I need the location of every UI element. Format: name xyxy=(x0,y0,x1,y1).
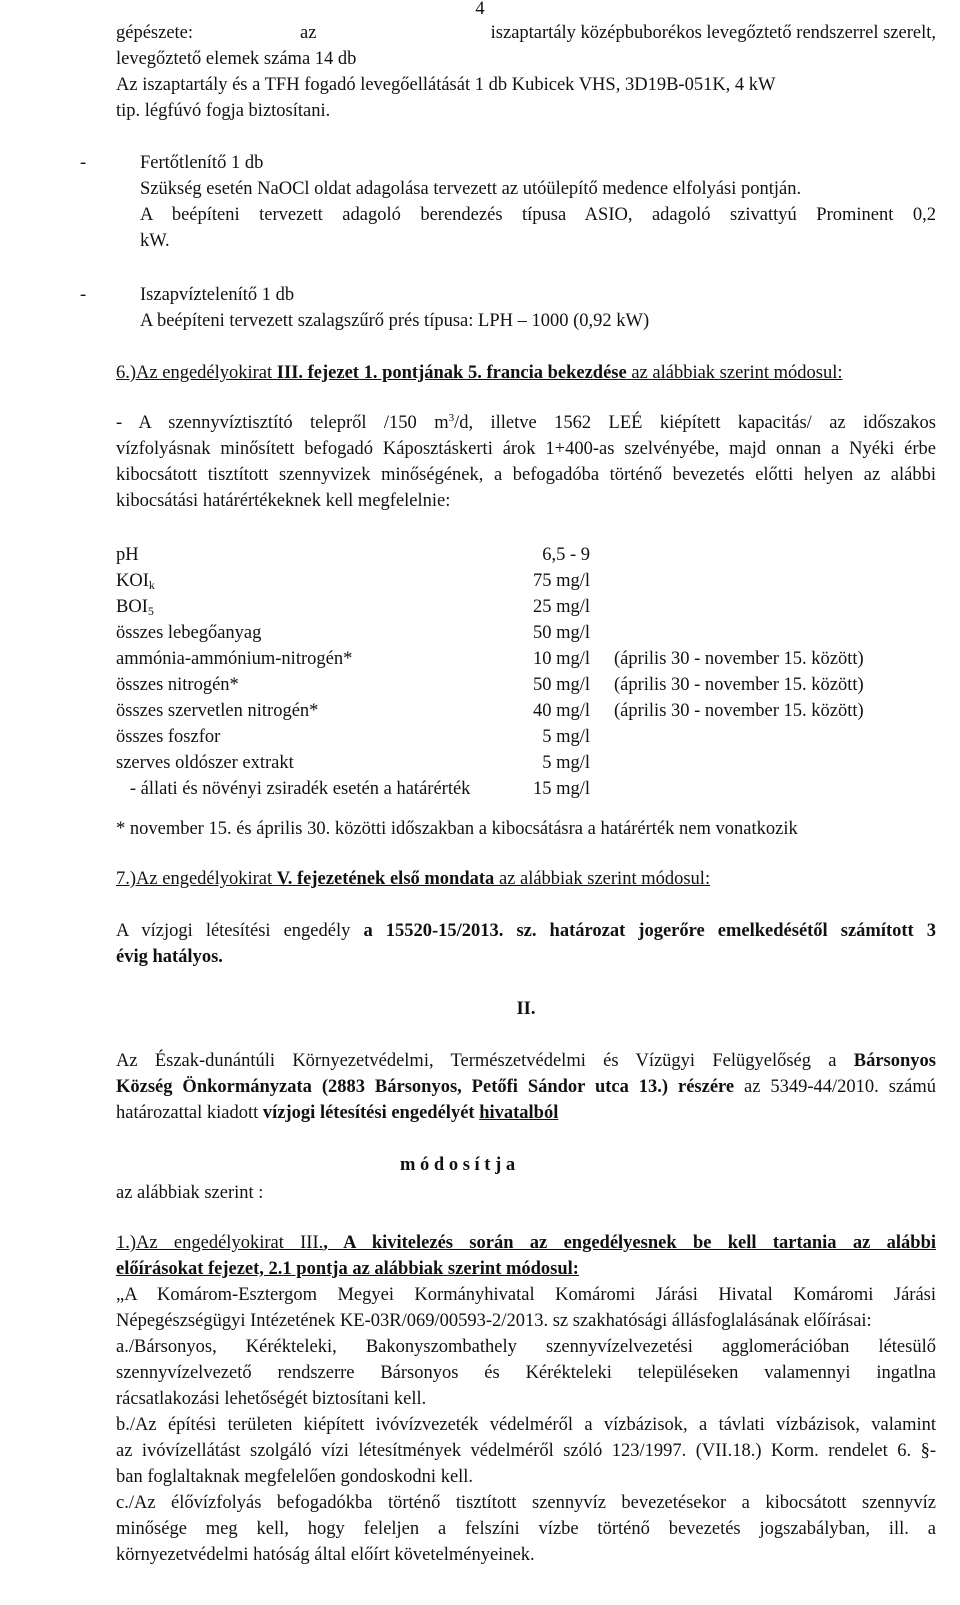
modositja-heading: m ó d o s í t j a xyxy=(400,1155,516,1175)
point-a-line-2: szennyvízelvezető rendszerre Bársonyos és Kérékteleki településeken valamennyi ingatlna xyxy=(116,1363,936,1383)
az-alabbiak-szerint: az alábbiak szerint : xyxy=(116,1183,264,1203)
table-row: - állati és növényi zsiradék esetén a határérték 15 mg/l xyxy=(116,779,590,799)
page-number: 4 xyxy=(475,0,485,19)
table-row: $KOI_k$ 75 mg/l xyxy=(116,571,590,592)
table-row: összes szervetlen nitrogén* 40 mg/l (április 30 - november 15. között) xyxy=(116,701,864,721)
iszapviztelenito-line-1: A beépíteni tervezett szalagszűrő prés típusa: LPH – 1000 (0,92 kW) xyxy=(140,311,650,331)
fertotlenito-title: Fertőtlenítő 1 db xyxy=(140,153,264,173)
list-dash: - xyxy=(80,285,87,305)
point-b-line-1: b./Az építési területen kiépített ivóvízvezeték védelméről a vízbázisok, a távlati vízbázisok, valamint xyxy=(116,1415,936,1435)
table-row: pH 6,5 - 9 xyxy=(116,545,590,565)
point-c-line-1: c./Az élővízfolyás befogadókba történő tisztított szennyvíz bevezetésekor a kibocsátott szennyvíz xyxy=(116,1493,936,1513)
quote-line-2: Népegészségügyi Intézetének KE-03R/069/00593-2/2013. sz szakhatósági állásfoglalásának előírásai: xyxy=(116,1311,872,1331)
table-row: összes nitrogén* 50 mg/l (április 30 - november 15. között) xyxy=(116,675,864,695)
quote-line-1: „A Komárom-Esztergom Megyei Kormányhivatal Komáromi Járási Hivatal Komáromi Járási xyxy=(116,1285,936,1305)
point-c-line-3: környezetvédelmi hatóság által előírt követelményeinek. xyxy=(116,1545,535,1565)
table-row: összes lebegőanyag 50 mg/l xyxy=(116,623,590,643)
table-row: összes foszfor 5 mg/l xyxy=(116,727,590,747)
fertotlenito-line-3: kW. xyxy=(140,231,170,251)
section-6-para-line-2: vízfolyásnak minősített befogadó Káposztáskerti árok 1+400-as szelvényébe, majd onnan a Nyéki érbe xyxy=(116,439,936,459)
section-7-para-line-2: évig hatályos. xyxy=(116,947,223,967)
list-dash: - xyxy=(80,153,87,173)
part-2-para-line-3: határozattal kiadott vízjogi létesítési engedélyét hivatalból xyxy=(116,1103,559,1123)
part-2-para-line-1: Az Észak-dunántúli Környezetvédelmi, Természetvédelmi és Vízügyi Felügyelőség a Bársonyos xyxy=(116,1051,936,1071)
point-c-line-2: minősége meg kell, hogy feleljen a felszíni vízbe történő bevezetés jogszabályban, ill. a xyxy=(116,1519,936,1539)
part-2-para-line-2: Község Önkormányzata (2883 Bársonyos, Petőfi Sándor utca 13.) részére az 5349-44/2010. számú xyxy=(116,1077,936,1097)
point-b-line-3: ban foglaltaknak megfelelően gondoskodni kell. xyxy=(116,1467,474,1487)
fertotlenito-line-2: A beépíteni tervezett adagoló berendezés típusa ASIO, adagoló szivattyú Prominent 0,2 xyxy=(140,205,936,225)
section-6-para-line-1: - A szennyvíztisztító telepről /150 $m^3/d$, illetve 1562 LEÉ kiépített kapacitás/ az időszakos xyxy=(116,412,936,433)
footnote: * november 15. és április 30. közötti időszakban a kibocsátásra a határérték nem vonatkozik xyxy=(116,819,798,839)
fertotlenito-line-1: Szükség esetén NaOCl oldat adagolása tervezett az utóülepítő medence elfolyási pontján. xyxy=(140,179,802,199)
table-row: ammónia-ammónium-nitrogén* 10 mg/l (április 30 - november 15. között) xyxy=(116,649,864,669)
point-b-line-2: az ivóvízellátást szolgáló vízi létesítmények védelméről szóló 123/1997. (VII.18.) Korm. rendelet 6. §- xyxy=(116,1441,936,1461)
section-1-heading-line-1: 1.)Az engedélyokirat III., A kivitelezés során az engedélyesnek be kell tartania az alábbi xyxy=(116,1233,936,1253)
section-6-para-line-3: kibocsátott tisztított szennyvizek minőségének, a befogadóba történő bevezetés előtti helyen az alábbi xyxy=(116,465,936,485)
section-7-para-line-1: A vízjogi létesítési engedély a 15520-15/2013. sz. határozat jogerőre emelkedésétől számított 3 xyxy=(116,921,936,941)
intro-line-3: Az iszaptartály és a TFH fogadó levegőellátását 1 db Kubicek VHS, 3D19B-051K, 4 kW xyxy=(116,75,776,95)
table-row: $BOI_5$ 25 mg/l xyxy=(116,597,590,618)
section-6-heading: 6.)Az engedélyokirat III. fejezet 1. pontjának 5. francia bekezdése az alábbiak szerint módosul: xyxy=(116,363,843,383)
document-page: 4 gépészete: az iszaptartály középbuborékos levegőztető rendszerrel szerelt, levegőztető elemek száma 14 db Az iszaptartály és a TFH fogadó levegőellátását 1 db Kubicek VHS, 3D19B-051K, 4 kW tip. légfúvó fogja biztosítani. - Fertőtlenítő 1 db Szükség esetén NaOCl oldat adagolása tervezett az utóülepítő medence elfolyási pontján. A beépíteni tervezett adagoló berendezés típusa ASIO, adagoló szivattyú Prominent 0,2 kW. - Iszapvíztelenítő 1 db A beépíteni tervezett szalagszűrő prés típusa: LPH – 1000 (0,92 kW) 6.)Az engedélyokirat III. fejezet 1. pontjának 5. francia bekezdése az alábbiak szerint módosul: - A szennyvíztisztító telepről /150 $m^3/d$, illetve 1562 LEÉ kiépített kapacitás/ az időszakos vízfolyásnak minősített befogadó Káposztáskerti árok 1+400-as szelvényébe, majd onnan a Nyéki érbe kibocsátott tisztított szennyvizek minőségének, a befogadóba történő bevezetés előtti helyen az alábbi kibocsátási határértékeknek kell megfelelnie: pH 6,5 - 9 $KOI_k$ 75 mg/l $BOI_5$ 25 mg/l összes lebegőanyag 50 mg/l ammónia-ammónium-nitrogén* 10 mg/l (április 30 - november 15. között) összes nitrogén* 50 mg/l (április 30 - november 15. között) összes szervetlen nitrogén* 40 mg/l (április 30 - november 15. között) összes foszfor 5 mg/l szerves oldószer extrakt 5 mg/l - állati és növényi zsiradék esetén a határérték 15 mg/l * november 15. és április 30. közötti időszakban a kibocsátásra a határérték nem vonatkozik 7.)Az engedélyokirat V. fejezetének első mondata az alábbiak szerint módosul: A vízjogi létesítési engedély a 15520-15/2013. sz. határozat jogerőre emelkedésétől számított 3 évig hatályos. II. Az Észak-dunántúli Környezetvédelmi, Természetvédelmi és Vízügyi Felügyelőség a Bársonyos Község Önkormányzata (2883 Bársonyos, Petőfi Sándor utca 13.) részére az 5349-44/2010. számú határozattal kiadott vízjogi létesítési engedélyét hivatalból m ó d o s í t j a az alábbiak szerint : 1.)Az engedélyokirat III., A kivitelezés során az engedélyesnek be kell tartania az alábbi előírásokat fejezet, 2.1 pontja az alábbiak szerint módosul: „A Komárom-Esztergom Megyei Kormányhivatal Komáromi Járási Hivatal Komáromi Járási Népegészségügyi Intézetének KE-03R/069/00593-2/2013. sz szakhatósági állásfoglalásának előírásai: a./Bársonyos, Kérékteleki, Bakonyszombathely szennyvízelvezetési agglomerációban létesülő szennyvízelvezető rendszerre Bársonyos és Kérékteleki településeken valamennyi ingatlna rácsatlakozási lehetőségét biztosítani kell. b./Az építési területen kiépített ivóvízvezeték védelméről a vízbázisok, a távlati vízbázisok, valamint az ivóvízellátást szolgáló vízi létesítmények védelméről szóló 123/1997. (VII.18.) Korm. rendelet 6. §- ban foglaltaknak megfelelően gondoskodni kell. c./Az élővízfolyás befogadókba történő tisztított szennyvíz bevezetésekor a kibocsátott szennyvíz minősége meg kell, hogy feleljen a felszíni vízbe történő bevezetés jogszabályban, ill. a környezetvédelmi hatóság által előírt követelményeinek. xyxy=(0,0,960,1605)
section-6-para-line-4: kibocsátási határértékeknek kell megfelelnie: xyxy=(116,491,451,511)
intro-line-2: levegőztető elemek száma 14 db xyxy=(116,49,357,69)
section-1-heading-line-2: előírásokat fejezet, 2.1 pontja az alábbiak szerint módosul: xyxy=(116,1259,579,1279)
intro-line-4: tip. légfúvó fogja biztosítani. xyxy=(116,101,331,121)
section-7-heading: 7.)Az engedélyokirat V. fejezetének első mondata az alábbiak szerint módosul: xyxy=(116,869,711,889)
point-a-line-3: rácsatlakozási lehetőségét biztosítani kell. xyxy=(116,1389,427,1409)
iszapviztelenito-title: Iszapvíztelenítő 1 db xyxy=(140,285,295,305)
table-row: szerves oldószer extrakt 5 mg/l xyxy=(116,753,590,773)
part-2-heading: II. xyxy=(516,999,536,1019)
point-a-line-1: a./Bársonyos, Kérékteleki, Bakonyszombathely szennyvízelvezetési agglomerációban létesülő xyxy=(116,1337,936,1357)
